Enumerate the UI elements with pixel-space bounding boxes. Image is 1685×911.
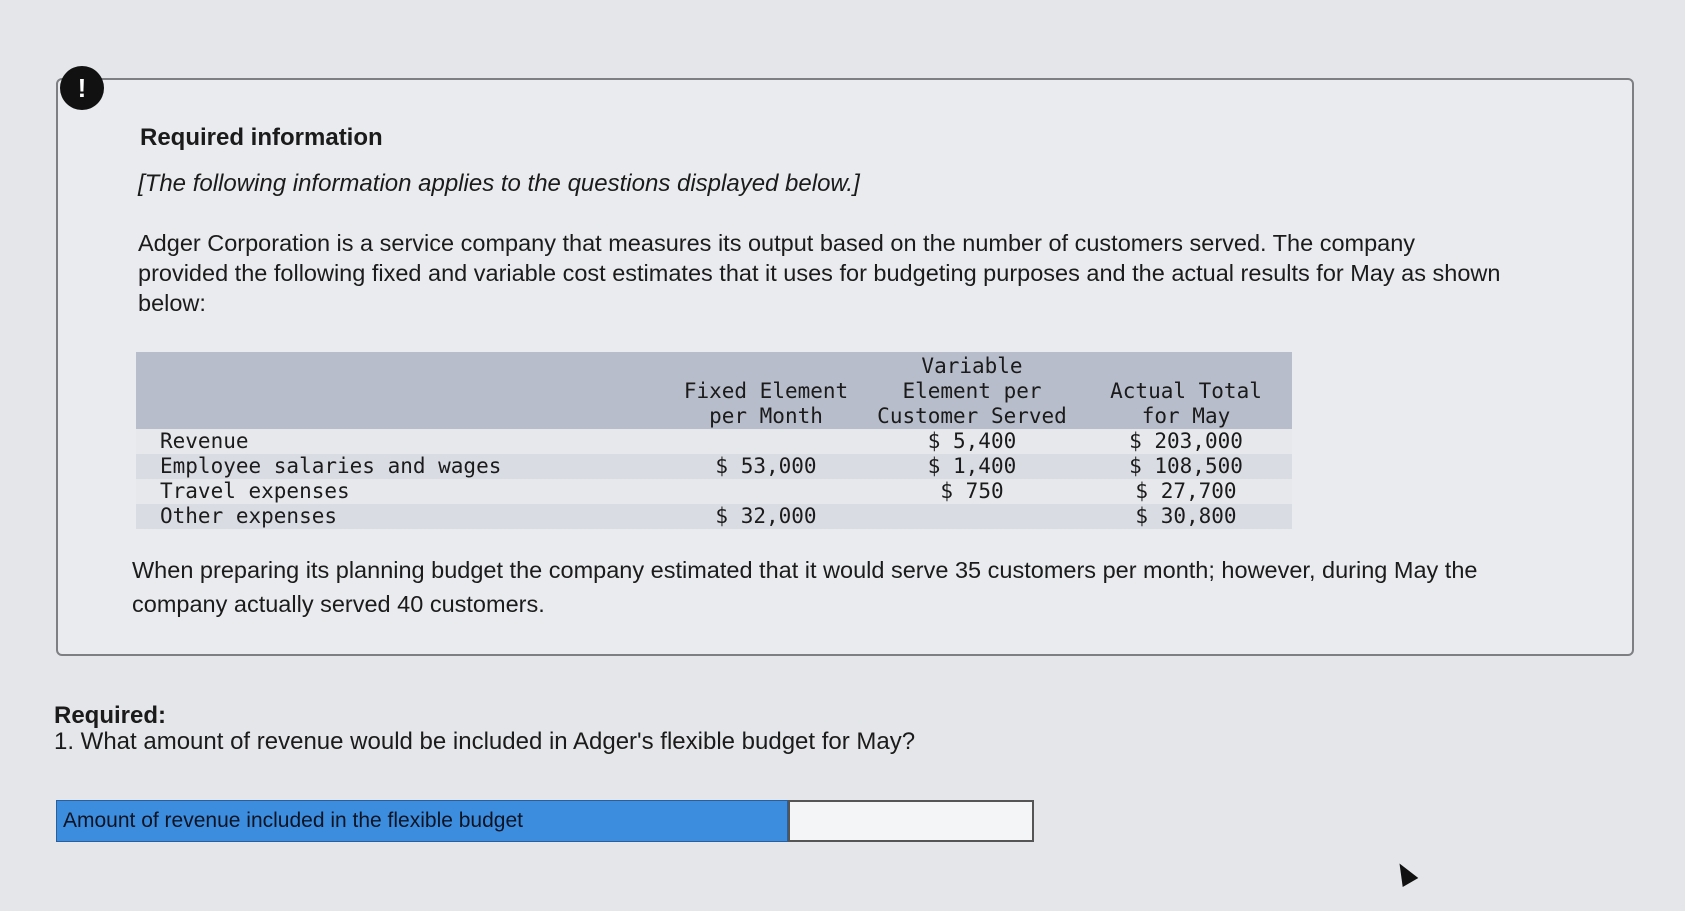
fixed-value: $ 32,000 [668,504,864,529]
exclamation-icon: ! [60,66,104,110]
revenue-answer-input[interactable] [788,800,1034,842]
row-label: Travel expenses [136,479,668,504]
actual-value: $ 203,000 [1080,429,1292,454]
row-label: Other expenses [136,504,668,529]
table-header-row [136,352,1292,429]
header-actual-total: Actual Total for May [1080,352,1292,429]
table-row [136,454,1292,479]
header-blank [136,352,668,429]
fixed-value [668,429,864,454]
actual-value: $ 30,800 [1080,504,1292,529]
header-fixed-element: Fixed Element per Month [668,352,864,429]
row-label: Employee salaries and wages [136,454,668,479]
table-row [136,504,1292,529]
variable-value: $ 750 [864,479,1080,504]
variable-value: $ 1,400 [864,454,1080,479]
mouse-pointer-icon [1392,859,1419,887]
planning-note: When preparing its planning budget the company estimated that it would serve 35 customers per month; however, during May the company actually served 40 customers. [132,557,1478,617]
table-row [136,429,1292,454]
answer-row [56,800,1034,842]
cost-estimates-table [136,352,1292,529]
required-heading: Required: [54,702,167,729]
intro-paragraph: Adger Corporation is a service company that measures its output based on the number of customers served. The company provided the following fixed and variable cost estimates that it uses for budgeting purposes and the actual results for May as shown below: [138,230,1501,316]
variable-value [864,504,1080,529]
actual-value: $ 27,700 [1080,479,1292,504]
applies-note: [The following information applies to the questions displayed below.] [138,170,860,197]
question-text: 1. What amount of revenue would be included in Adger's flexible budget for May? [54,728,916,755]
actual-value: $ 108,500 [1080,454,1292,479]
answer-label: Amount of revenue included in the flexible budget [56,800,788,842]
row-label: Revenue [136,429,668,454]
header-variable-element: Variable Element per Customer Served [864,352,1080,429]
required-information-heading: Required information [140,124,383,151]
variable-value: $ 5,400 [864,429,1080,454]
fixed-value [668,479,864,504]
table-row [136,479,1292,504]
fixed-value: $ 53,000 [668,454,864,479]
